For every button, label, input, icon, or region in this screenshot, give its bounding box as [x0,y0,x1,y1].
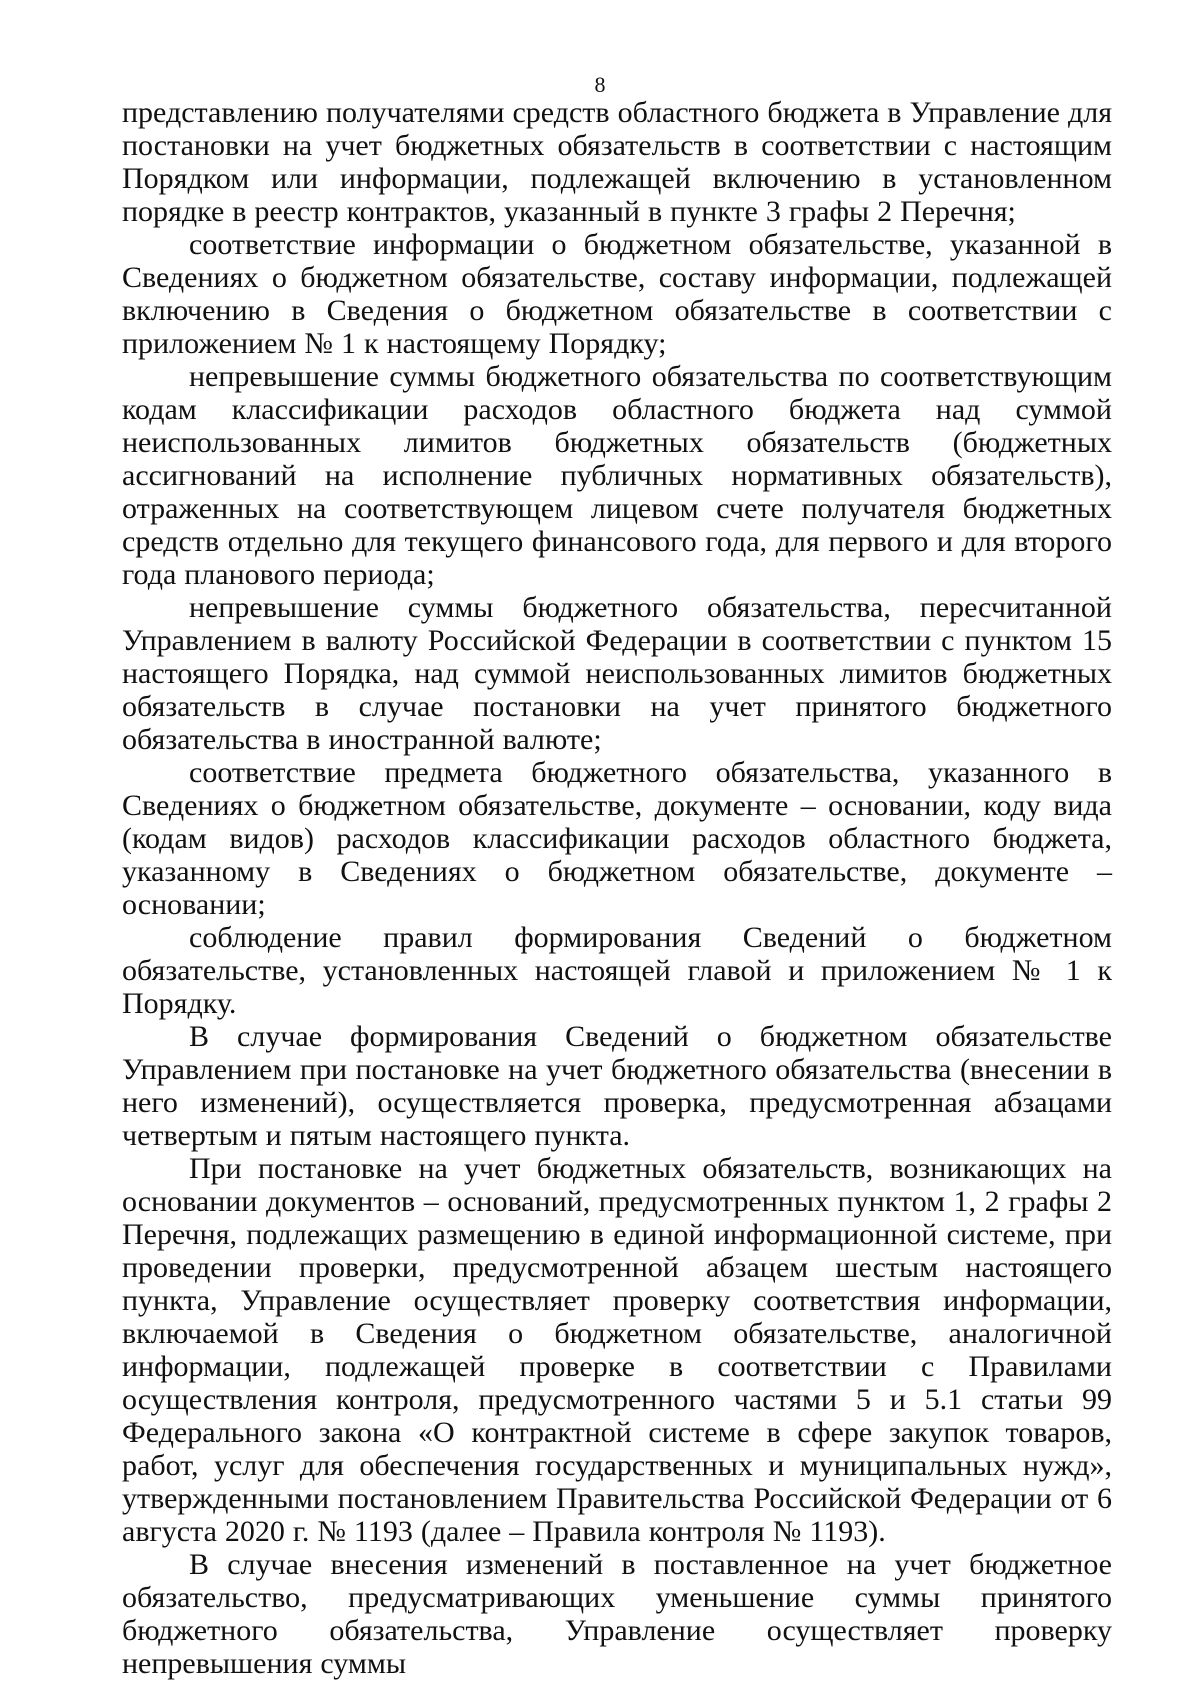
paragraph: соответствие информации о бюджетном обязательстве, указанной в Сведениях о бюджетном обязательстве, составу информации, подлежащей включению в Сведения о бюджетном обязательстве в соответствии с приложением № 1 к настоящему Порядку; [122,228,1112,360]
paragraph: соблюдение правил формирования Сведений о бюджетном обязательстве, установленных настоящей главой и приложением № 1 к Порядку. [122,921,1112,1020]
paragraph: При постановке на учет бюджетных обязательств, возникающих на основании документов – оснований, предусмотренных пунктом 1, 2 графы 2 Перечня, подлежащих размещению в единой информационной системе, при проведении проверки, предусмотренной абзацем шестым настоящего пункта, Управление осуществляет проверку соответствия информации, включаемой в Сведения о бюджетном обязательстве, аналогичной информации, подлежащей проверке в соответствии с Правилами осуществления контроля, предусмотренного частями 5 и 5.1 статьи 99 Федерального закона «О контрактной системе в сфере закупок товаров, работ, услуг для обеспечения государственных и муниципальных нужд», утвержденными постановлением Правительства Российской Федерации от 6 августа 2020 г. № 1193 (далее – Правила контроля № 1193). [122,1152,1112,1548]
document-body [122,96,1112,1680]
page-number: 8 [594,72,606,97]
paragraph: В случае внесения изменений в поставленное на учет бюджетное обязательство, предусматривающих уменьшение суммы принятого бюджетного обязательства, Управление осуществляет проверку непревышения суммы [122,1548,1112,1680]
paragraph: непревышение суммы бюджетного обязательства по соответствующим кодам классификации расходов областного бюджета над суммой неиспользованных лимитов бюджетных обязательств (бюджетных ассигнований на исполнение публичных нормативных обязательств), отраженных на соответствующем лицевом счете получателя бюджетных средств отдельно для текущего финансового года, для первого и для второго года планового периода; [122,360,1112,591]
paragraph-continuation: представлению получателями средств областного бюджета в Управление для постановки на учет бюджетных обязательств в соответствии с настоящим Порядком или информации, подлежащей включению в установленном порядке в реестр контрактов, указанный в пункте 3 графы 2 Перечня; [122,96,1112,228]
paragraph: В случае формирования Сведений о бюджетном обязательстве Управлением при постановке на учет бюджетного обязательства (внесении в него изменений), осуществляется проверка, предусмотренная абзацами четвертым и пятым настоящего пункта. [122,1020,1112,1152]
paragraph: соответствие предмета бюджетного обязательства, указанного в Сведениях о бюджетном обязательстве, документе – основании, коду вида (кодам видов) расходов классификации расходов областного бюджета, указанному в Сведениях о бюджетном обязательстве, документе – основании; [122,756,1112,921]
paragraph: непревышение суммы бюджетного обязательства, пересчитанной Управлением в валюту Российской Федерации в соответствии с пунктом 15 настоящего Порядка, над суммой неиспользованных лимитов бюджетных обязательств в случае постановки на учет принятого бюджетного обязательства в иностранной валюте; [122,591,1112,756]
